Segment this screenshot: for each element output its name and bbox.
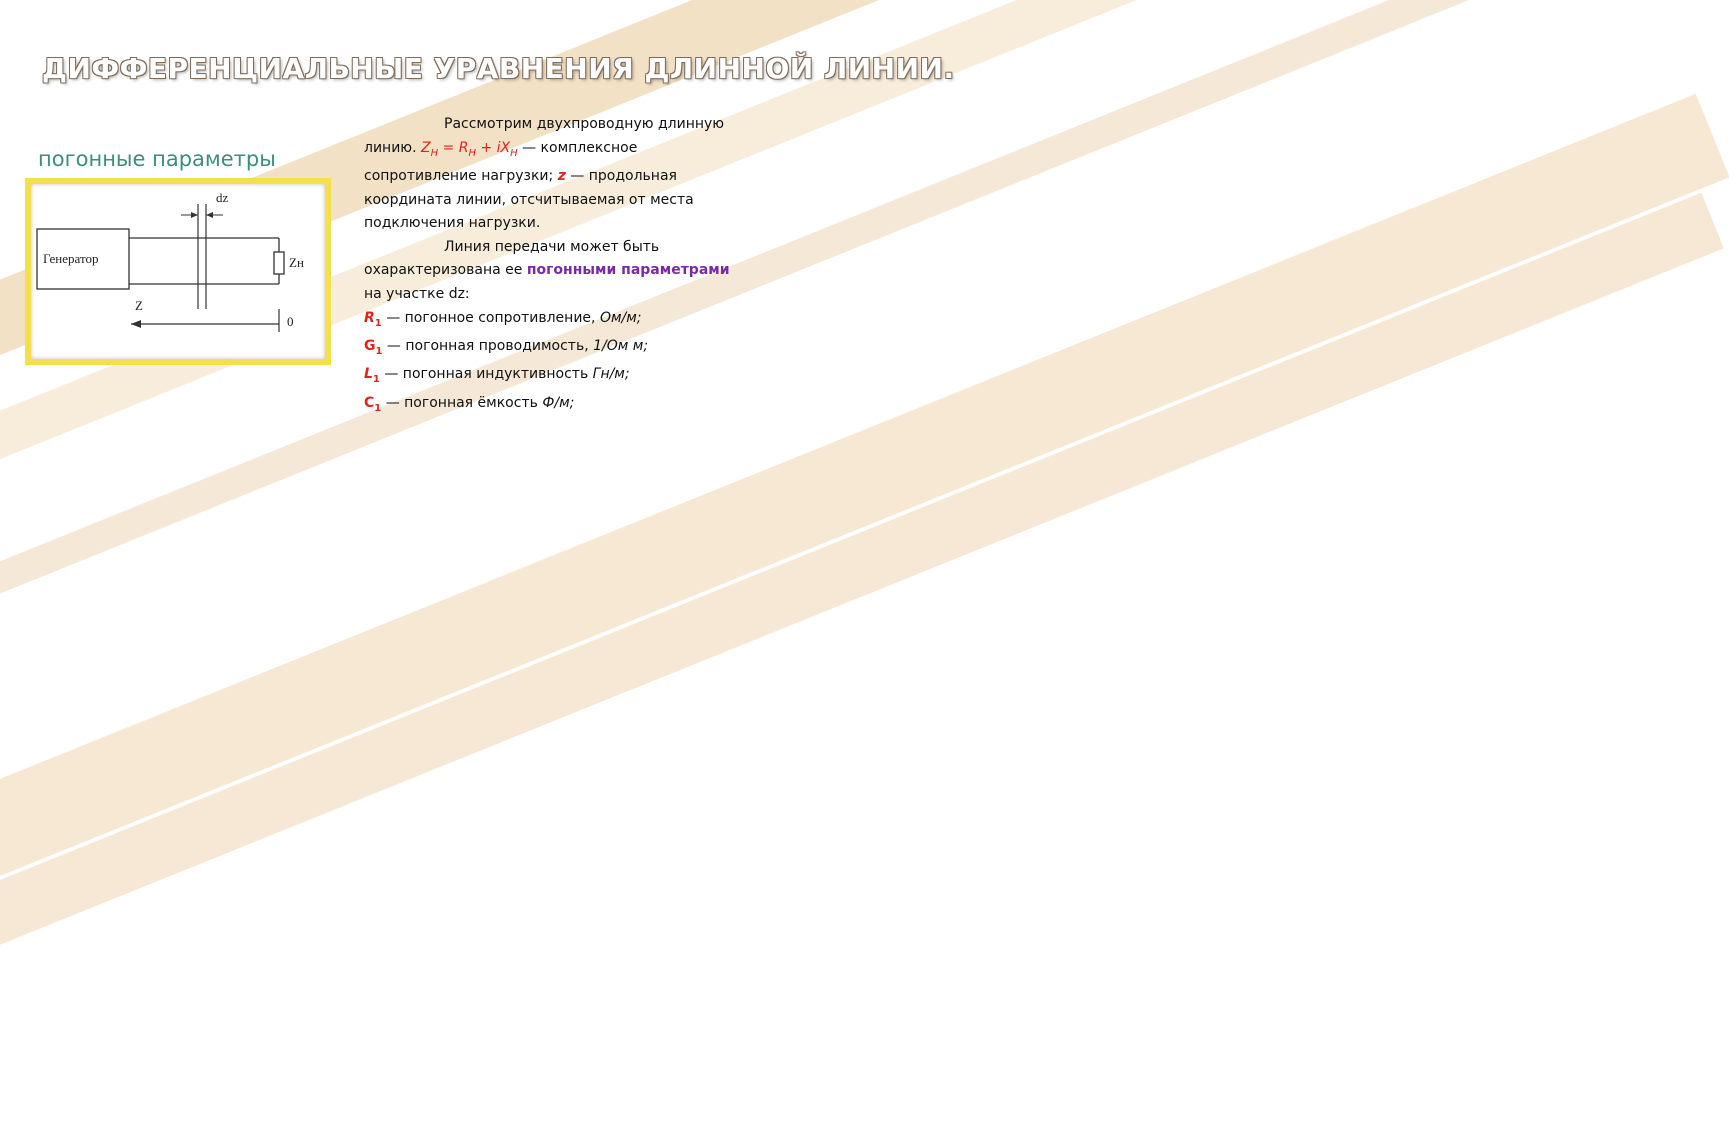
zero-label: 0 (287, 314, 294, 329)
transmission-line-diagram (31, 184, 325, 359)
paragraph-intro: Рассмотрим двухпроводную длинную линию. $Z_H = R_H + iX_H$ — комплексное сопротивление нагрузки; z — продольная координата линии, отсчитываемая от места подключения нагрузки. (364, 116, 725, 232)
z-label: Z (135, 298, 143, 313)
load-label: Zн (289, 255, 304, 270)
body-text (364, 113, 744, 420)
load-impedance-formula: $Z_H = R_H + iX_H$ (420, 139, 518, 159)
slide-title: ДИФФЕРЕНЦИАЛЬНЫЕ УРАВНЕНИЯ ДЛИННОЙ ЛИНИИ. (42, 52, 955, 85)
param-c1: $C_1$ — погонная ёмкость Ф/м; (364, 394, 575, 414)
load-resistor (274, 252, 284, 274)
param-r1: $R_1$ — погонное сопротивление, Ом/м; (364, 309, 642, 329)
param-g1: $G_1$ — погонная проводимость, 1/Ом м; (364, 337, 649, 357)
slide-subtitle: погонные параметры (38, 147, 276, 171)
diagram-frame (25, 178, 331, 365)
param-l1: $L_1$ — погонная индуктивность Гн/м; (364, 366, 630, 386)
generator-label: Генератор (43, 251, 99, 266)
z-variable: z (557, 167, 566, 184)
highlight-term: погонными параметрами (526, 262, 730, 279)
paragraph-parameters: Линия передачи может быть охарактеризована ее погонными параметрами на участке dz: (364, 238, 730, 302)
dz-label: dz (216, 190, 229, 205)
